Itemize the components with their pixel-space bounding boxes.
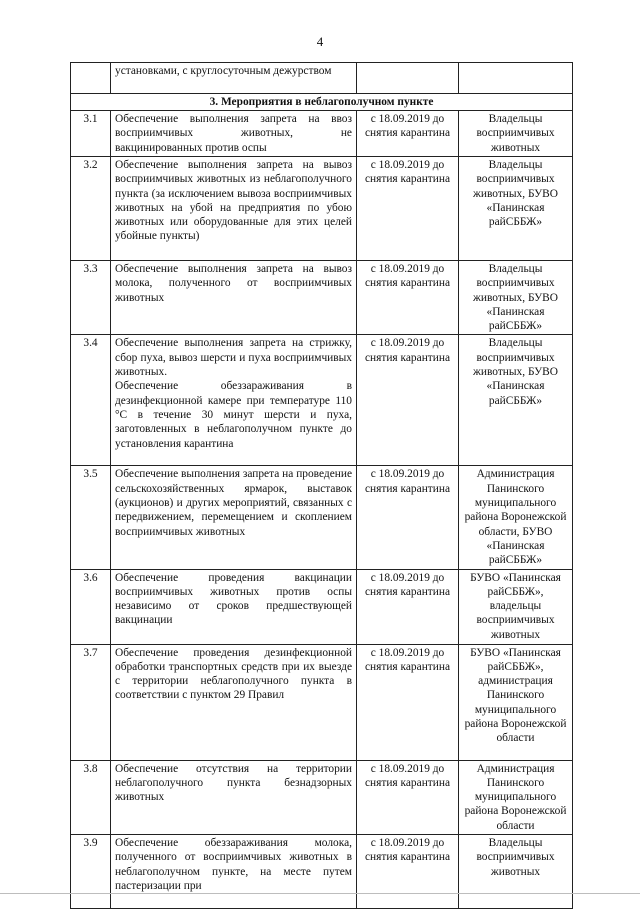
- measures-table: [70, 62, 573, 909]
- measure-term: с 18.09.2019 до снятия карантина: [357, 111, 459, 157]
- measure-responsible: Владельцы восприимчивых животных: [459, 835, 573, 909]
- table-row: [71, 261, 573, 335]
- measure-responsible: Владельцы восприимчивых животных, БУВО «Панинская райСББЖ»: [459, 157, 573, 261]
- table-row: [71, 569, 573, 644]
- measure-term: с 18.09.2019 до снятия карантина: [357, 261, 459, 335]
- page-number: 4: [316, 34, 324, 49]
- measure-paragraph: Обеспечение проведения дезинфекционной обработки транспортных средств при их выезде с территории неблагополучного пункта в соответствии с пунктом 29 Правил: [115, 646, 352, 702]
- measure-responsible: Владельцы восприимчивых животных, БУВО «Панинская райСББЖ»: [459, 335, 573, 466]
- measure-paragraph: Обеспечение выполнения запрета на вывоз восприимчивых животных из неблагополучного пункта (за исключением вывоза восприимчивых животных на убой на предприятия по убою животных или оборудованные для этих целей убойные пункты): [115, 159, 352, 243]
- measure-text: [111, 157, 357, 261]
- measure-responsible: БУВО «Панинская райСББЖ», владельцы восприимчивых животных: [459, 569, 573, 644]
- row-number: 3.7: [71, 644, 111, 760]
- measure-paragraph: Обеспечение выполнения запрета на ввоз восприимчивых животных, не вакцинированных против оспы: [115, 113, 352, 154]
- row-number: 3.2: [71, 157, 111, 261]
- measure-term: с 18.09.2019 до снятия карантина: [357, 644, 459, 760]
- measures-table-body: [71, 63, 573, 909]
- measure-responsible: Владельцы восприимчивых животных: [459, 111, 573, 157]
- table-row: [71, 835, 573, 909]
- row-number: 3.9: [71, 835, 111, 909]
- measure-term: с 18.09.2019 до снятия карантина: [357, 760, 459, 834]
- measure-responsible: БУВО «Панинская райСББЖ», администрация Панинского муниципального района Воронежской области: [459, 644, 573, 760]
- measure-paragraph: Обеспечение отсутствия на территории неблагополучного пункта безнадзорных животных: [115, 762, 352, 804]
- row-number: 3.5: [71, 466, 111, 569]
- measure-text: [111, 466, 357, 569]
- table-row: [71, 157, 573, 261]
- section-title: 3. Мероприятия в неблагополучном пункте: [71, 94, 573, 111]
- measure-responsible: [459, 63, 573, 94]
- table-row: [71, 466, 573, 569]
- measure-responsible: Администрация Панинского муниципального района Воронежской области: [459, 760, 573, 834]
- measure-paragraph: Обеспечение выполнения запрета на вывоз молока, полученного от восприимчивых животных: [115, 263, 352, 304]
- measure-text: [111, 760, 357, 834]
- measure-term: [357, 63, 459, 94]
- row-number: 3.1: [71, 111, 111, 157]
- measure-text: [111, 335, 357, 466]
- measure-text: установками, с круглосуточным дежурством: [111, 63, 357, 94]
- scan-bottom-edge: [0, 893, 640, 894]
- row-number: [71, 63, 111, 94]
- measure-responsible: Владельцы восприимчивых животных, БУВО «Панинская райСББЖ»: [459, 261, 573, 335]
- measure-paragraph: Обеспечение выполнения запрета на стрижку, сбор пуха, вывоз шерсти и пуха восприимчивых животных.: [115, 337, 352, 379]
- measure-text: [111, 111, 357, 157]
- measure-term: с 18.09.2019 до снятия карантина: [357, 569, 459, 644]
- table-row: [71, 111, 573, 157]
- measure-text: [111, 835, 357, 909]
- section-heading-row: [71, 94, 573, 111]
- row-number: 3.6: [71, 569, 111, 644]
- table-row: [71, 644, 573, 760]
- table-row-continuation: [71, 63, 573, 94]
- measure-text: [111, 261, 357, 335]
- measure-responsible: Администрация Панинского муниципального района Воронежской области, БУВО «Панинская райСББЖ»: [459, 466, 573, 569]
- measure-term: с 18.09.2019 до снятия карантина: [357, 466, 459, 569]
- measure-term: с 18.09.2019 до снятия карантина: [357, 835, 459, 909]
- measure-term: с 18.09.2019 до снятия карантина: [357, 335, 459, 466]
- table-row: [71, 760, 573, 834]
- measure-term: с 18.09.2019 до снятия карантина: [357, 157, 459, 261]
- measure-paragraph: Обеспечение выполнения запрета на проведение сельскохозяйственных ярмарок, выставок (аукционов) и других мероприятий, связанных с передвижением, перемещением и скоплением восприимчивых животных: [115, 468, 352, 538]
- row-number: 3.3: [71, 261, 111, 335]
- row-number: 3.8: [71, 760, 111, 834]
- measure-paragraph: Обеспечение обеззараживания в дезинфекционной камере при температуре 110 °С в течение 30 минут шерсти и пуха, заготовленных в неблагополучном пункте до установления карантина: [115, 380, 352, 450]
- measure-paragraph: Обеспечение обеззараживания молока, полученного от восприимчивых животных в неблагополучном пункте, на месте путем пастеризации при: [115, 837, 352, 892]
- measure-text: [111, 644, 357, 760]
- row-number: 3.4: [71, 335, 111, 466]
- measure-paragraph: Обеспечение проведения вакцинации восприимчивых животных против оспы независимо от сроков предшествующей вакцинации: [115, 571, 352, 627]
- table-row: [71, 335, 573, 466]
- measure-text: [111, 569, 357, 644]
